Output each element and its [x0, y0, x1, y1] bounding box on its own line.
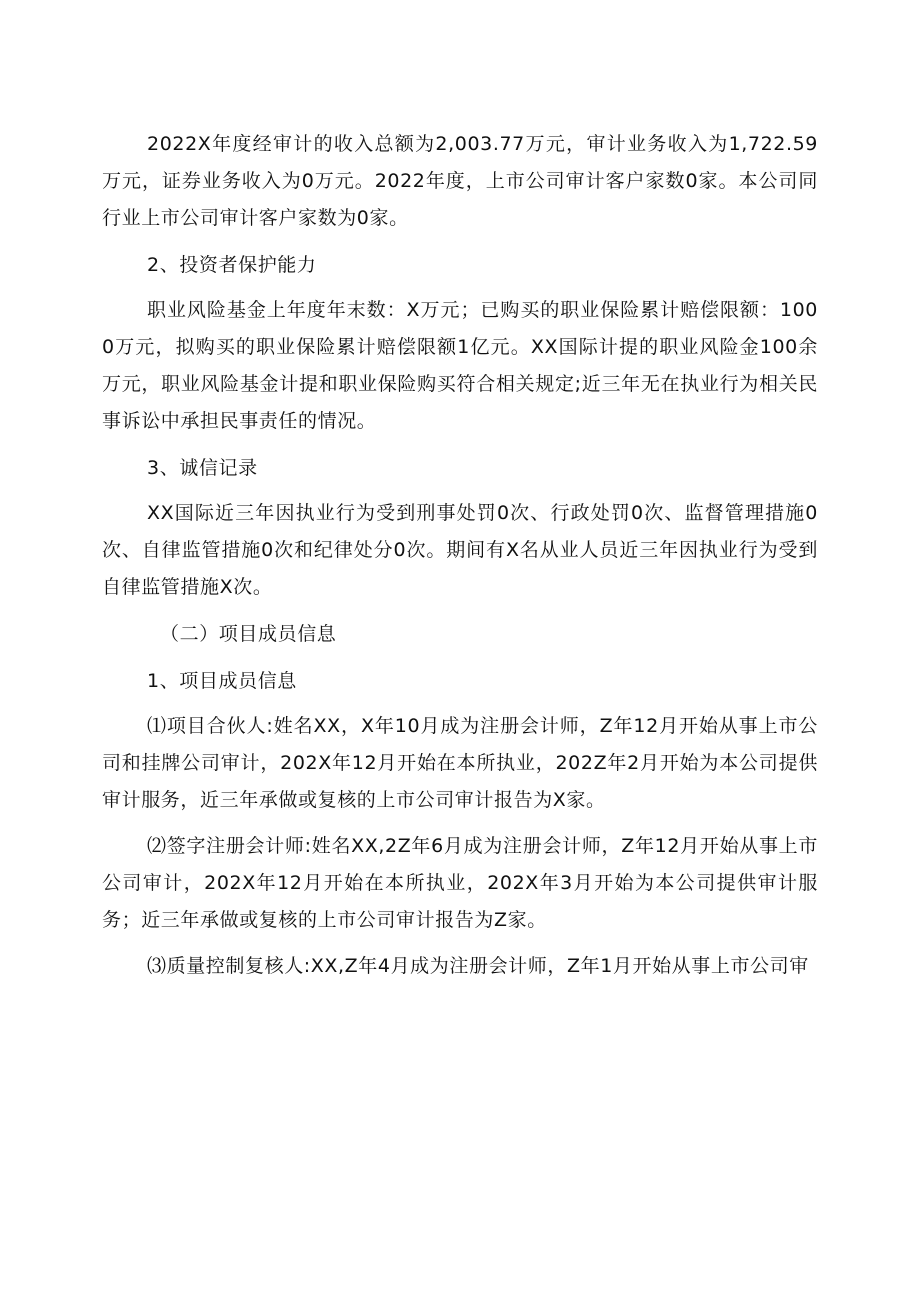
project-member-heading: 1、项目成员信息	[147, 670, 297, 692]
signing-cpa-paragraph: ⑵签字注册会计师:姓名XX,2Z年6月成为注册会计师，Z年12月开始从事上市公司审计，202X年12月开始在本所执业，202X年3月开始为本公司提供审计服务；近三年承做或复核的上市公司审计报告为Z家。	[102, 835, 818, 931]
integrity-record-paragraph: XX国际近三年因执业行为受到刑事处罚0次、行政处罚0次、监督管理措施0次、自律监管措施0次和纪律处分0次。期间有X名从业人员近三年因执业行为受到自律监管措施X次。	[102, 502, 818, 598]
quality-reviewer-paragraph: ⑶质量控制复核人:XX,Z年4月成为注册会计师，Z年1月开始从事上市公司审	[147, 955, 809, 977]
project-partner-paragraph: ⑴项目合伙人:姓名XX，X年10月成为注册会计师，Z年12月开始从事上市公司和挂牌公司审计，202X年12月开始在本所执业，202Z年2月开始为本公司提供审计服务，近三年承做或复核的上市公司审计报告为X家。	[102, 715, 818, 811]
integrity-record-heading: 3、诚信记录	[147, 457, 258, 479]
document-content	[102, 126, 818, 994]
investor-protection-paragraph: 职业风险基金上年度年末数：X万元；已购买的职业保险累计赔偿限额：1000万元，拟购买的职业保险累计赔偿限额1亿元。XX国际计提的职业风险金100余万元，职业风险基金计提和职业保险购买符合相关规定;近三年无在执业行为相关民事诉讼中承担民事责任的情况。	[102, 299, 818, 432]
investor-protection-heading: 2、投资者保护能力	[147, 254, 317, 276]
project-member-section-heading: （二）项目成员信息	[160, 623, 337, 645]
income-paragraph: 2022X年度经审计的收入总额为2,003.77万元，审计业务收入为1,722.59万元，证券业务收入为0万元。2022年度，上市公司审计客户家数0家。本公司同行业上市公司审计客户家数为0家。	[102, 133, 818, 229]
